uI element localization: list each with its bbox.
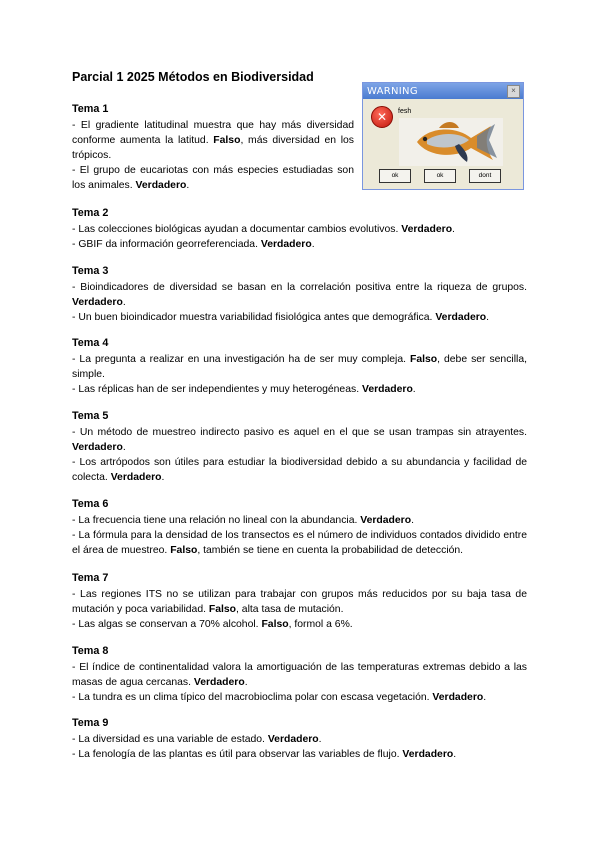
warning-dialog-image [362, 82, 524, 190]
tema-heading: Tema 1 [72, 103, 109, 115]
tema-heading: Tema 9 [72, 717, 109, 729]
tema-item: - La frecuencia tiene una relación no lineal con la abundancia. Verdadero. [72, 515, 414, 526]
tema-section [72, 497, 527, 558]
tema-section [72, 716, 527, 762]
tema-item: - La tundra es un clima típico del macrobioclima polar con escasa vegetación. Verdadero. [72, 692, 487, 703]
tema-item: - Las colecciones biológicas ayudan a documentar cambios evolutivos. Verdadero. [72, 224, 455, 235]
tema-item: - La fenología de las plantas es útil para observar las variables de flujo. Verdadero. [72, 749, 457, 760]
dialog-message: fesh [398, 108, 412, 115]
dialog-title: WARNING [367, 85, 418, 97]
tema-section [72, 571, 527, 632]
tema-item: - Las réplicas han de ser independientes y muy heterogéneas. Verdadero. [72, 384, 416, 395]
tema-section [72, 264, 527, 325]
tema-item: - Los artrópodos son útiles para estudiar la biodiversidad debido a su abundancia y facilidad de colecta. Verdadero. [72, 457, 527, 483]
dialog-titlebar [363, 83, 523, 99]
tema-item: - Las algas se conservan a 70% alcohol. Falso, formol a 6%. [72, 619, 353, 630]
tema-section [72, 206, 527, 252]
error-icon: ✕ [371, 106, 393, 128]
tema-item: - Las regiones ITS no se utilizan para trabajar con grupos más reducidos por su baja tasa de mutación y poca variabilidad. Falso, alta tasa de mutación. [72, 589, 527, 615]
tema-heading: Tema 5 [72, 410, 109, 422]
tema-item: - El grupo de eucariotas con más especies estudiadas son los animales. Verdadero. [72, 165, 354, 191]
tema-heading: Tema 2 [72, 207, 109, 219]
tema-item: - La fórmula para la densidad de los transectos es el número de individuos contados dividido entre el área de muestreo. Falso, también se tiene en cuenta la probabilidad de detección. [72, 530, 527, 556]
document-title: Parcial 1 2025 Métodos en Biodiversidad [72, 70, 314, 84]
tema-item: - El gradiente latitudinal muestra que hay más diversidad conforme aumenta la latitud. Falso, más diversidad en los trópicos. [72, 120, 354, 161]
close-icon: × [507, 85, 520, 98]
tema-heading: Tema 8 [72, 645, 109, 657]
tema-item: - GBIF da información georreferenciada. Verdadero. [72, 239, 315, 250]
tema-item: - La diversidad es una variable de estado. Verdadero. [72, 734, 322, 745]
tema-item: - Un buen bioindicador muestra variabilidad fisiológica antes que demográfica. Verdadero. [72, 312, 490, 323]
tema-heading: Tema 4 [72, 337, 109, 349]
dialog-buttons [379, 169, 501, 183]
tema-heading: Tema 6 [72, 498, 109, 510]
dialog-dont-button: dont [469, 169, 501, 183]
tema-section [72, 409, 527, 485]
dialog-ok-button: ok [379, 169, 411, 183]
tema-item: - La pregunta a realizar en una investigación ha de ser muy compleja. Falso, debe ser sencilla, simple. [72, 354, 527, 380]
tema-section [72, 102, 354, 193]
tema-item: - El índice de continentalidad valora la amortiguación de las temperaturas extremas debido a las masas de agua cercanas. Verdadero. [72, 662, 527, 688]
fish-icon [399, 118, 503, 166]
tema-section [72, 644, 527, 705]
dialog-ok-button: ok [424, 169, 456, 183]
tema-heading: Tema 3 [72, 265, 109, 277]
tema-item: - Bioindicadores de diversidad se basan en la correlación positiva entre la riqueza de grupos. Verdadero. [72, 282, 527, 308]
tema-item: - Un método de muestreo indirecto pasivo es aquel en el que se usan trampas sin atrayentes. Verdadero. [72, 427, 527, 453]
tema-heading: Tema 7 [72, 572, 109, 584]
tema-section [72, 336, 527, 397]
